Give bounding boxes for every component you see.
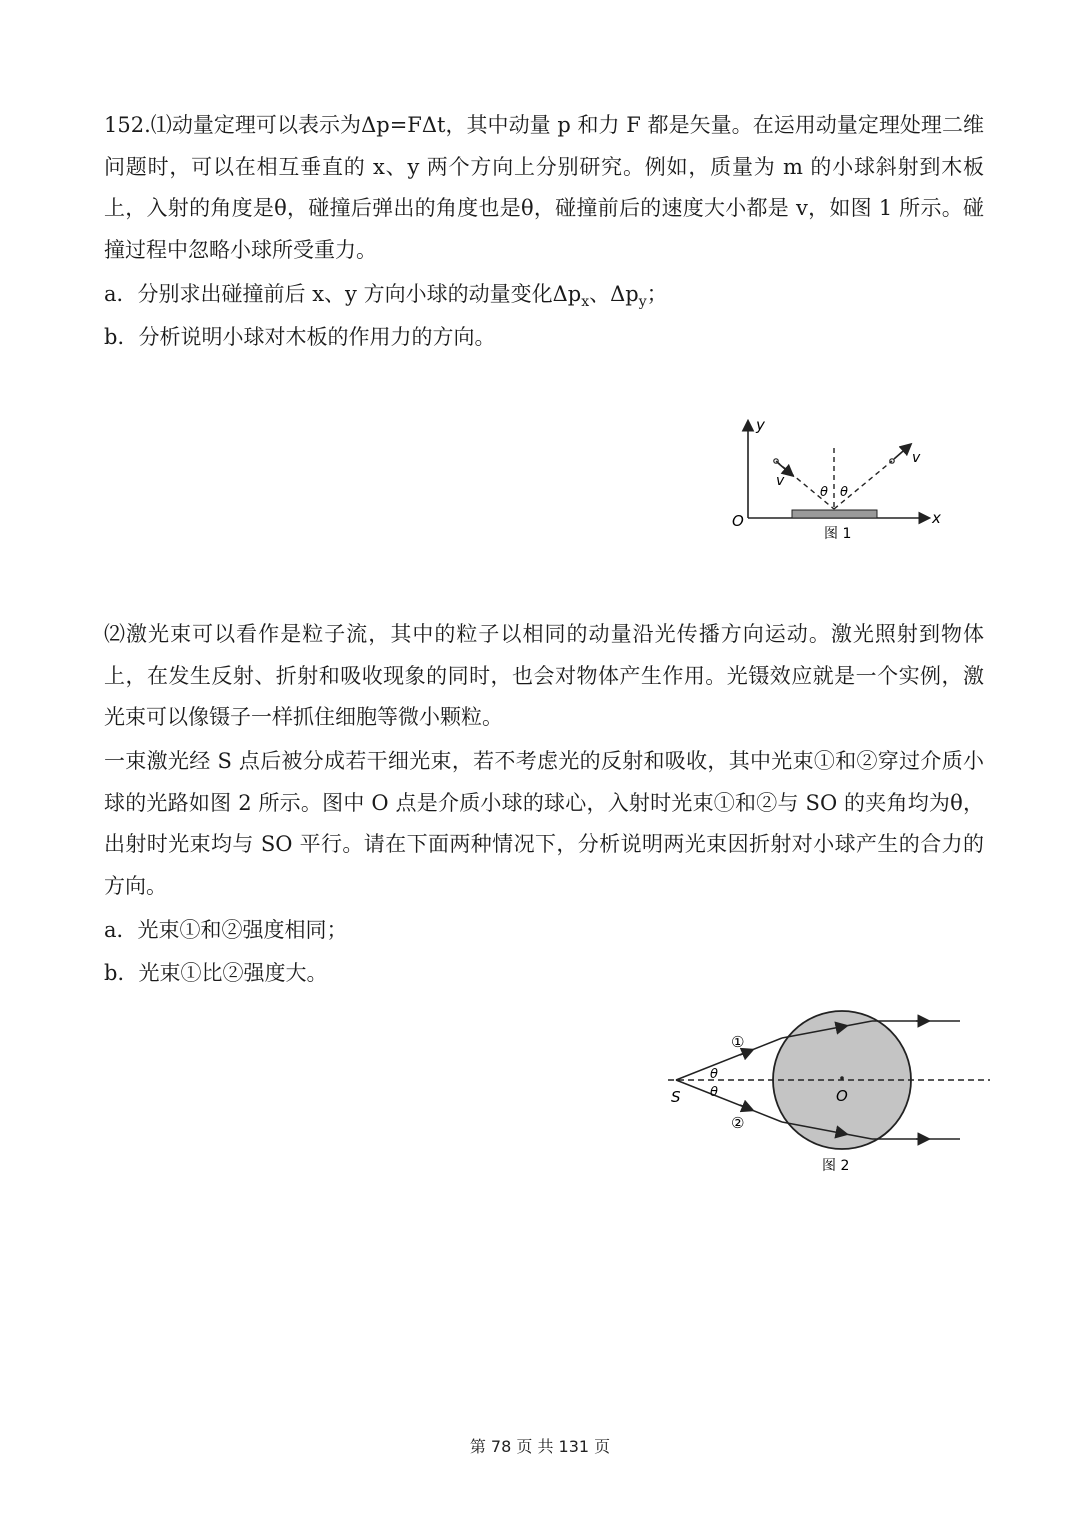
x-axis-label: x xyxy=(932,509,941,527)
figure-2 xyxy=(660,1005,1000,1185)
reflected-velocity-arrow xyxy=(894,445,910,459)
beam-1-incident xyxy=(676,1038,782,1080)
part-a-text: a．分别求出碰撞前后 x、y 方向小球的动量变化Δp xyxy=(104,282,582,306)
reflected-speed-label: v xyxy=(912,450,921,466)
point-s-label: S xyxy=(671,1088,681,1106)
incident-speed-label: v xyxy=(776,473,785,489)
part-a-mid: 、Δp xyxy=(589,282,639,306)
beam-2-incident-arrow xyxy=(740,1105,752,1110)
question-2-part-b: b．光束①比②强度大。 xyxy=(104,961,328,985)
figure-2-caption: 图 2 xyxy=(822,1158,850,1174)
page-footer: 第 78 页 共 131 页 xyxy=(469,1437,611,1456)
wooden-board xyxy=(792,510,877,518)
center-o-dot xyxy=(840,1076,844,1080)
part-a-end: ； xyxy=(646,282,668,306)
center-o-label: O xyxy=(836,1087,848,1105)
angle-theta-top: θ xyxy=(710,1067,718,1082)
angle-theta-bottom: θ xyxy=(710,1085,718,1100)
question-1-intro: 152.⑴动量定理可以表示为Δp=FΔt，其中动量 p 和力 F 都是矢量。在运用动量定理处理二维问题时，可以在相互垂直的 x、y 两个方向上分别研究。例如，质量为 m 的小球斜射到木板上，入射的角度是θ，碰撞后弹出的角度也是θ，碰撞前后的速度大小都是 v，如图 1 所示。碰撞过程中忽略小球所受重力。 xyxy=(104,113,984,262)
subscript-y: y xyxy=(638,294,647,311)
question-1-part-b: b．分析说明小球对木板的作用力的方向。 xyxy=(104,325,496,349)
beam-2-incident xyxy=(676,1080,782,1122)
beam-1-label: ① xyxy=(731,1033,745,1051)
figure-1-caption: 图 1 xyxy=(824,526,852,542)
origin-label: O xyxy=(732,512,744,530)
beam-2-label: ② xyxy=(731,1114,745,1132)
y-axis-label: y xyxy=(756,416,765,434)
figure-1 xyxy=(720,410,960,550)
question-2-detail: 一束激光经 S 点后被分成若干细光束，若不考虑光的反射和吸收，其中光束①和②穿过介质小球的光路如图 2 所示。图中 O 点是介质小球的球心，入射时光束①和②与 SO 的夹角均为θ，出射时光束均与 SO 平行。请在下面两种情况下，分析说明两光束因折射对小球产生的合力的方向。 xyxy=(104,749,984,898)
incident-angle-label: θ xyxy=(820,485,828,500)
subscript-x: x xyxy=(581,294,590,311)
reflection-angle-label: θ xyxy=(840,485,848,500)
question-2-intro: ⑵激光束可以看作是粒子流，其中的粒子以相同的动量沿光传播方向运动。激光照射到物体上，在发生反射、折射和吸收现象的同时，也会对物体产生作用。光镊效应就是一个实例，激光束可以像镊子一样抓住细胞等微小颗粒。 xyxy=(104,622,984,729)
question-2-part-a: a．光束①和②强度相同； xyxy=(104,918,348,942)
